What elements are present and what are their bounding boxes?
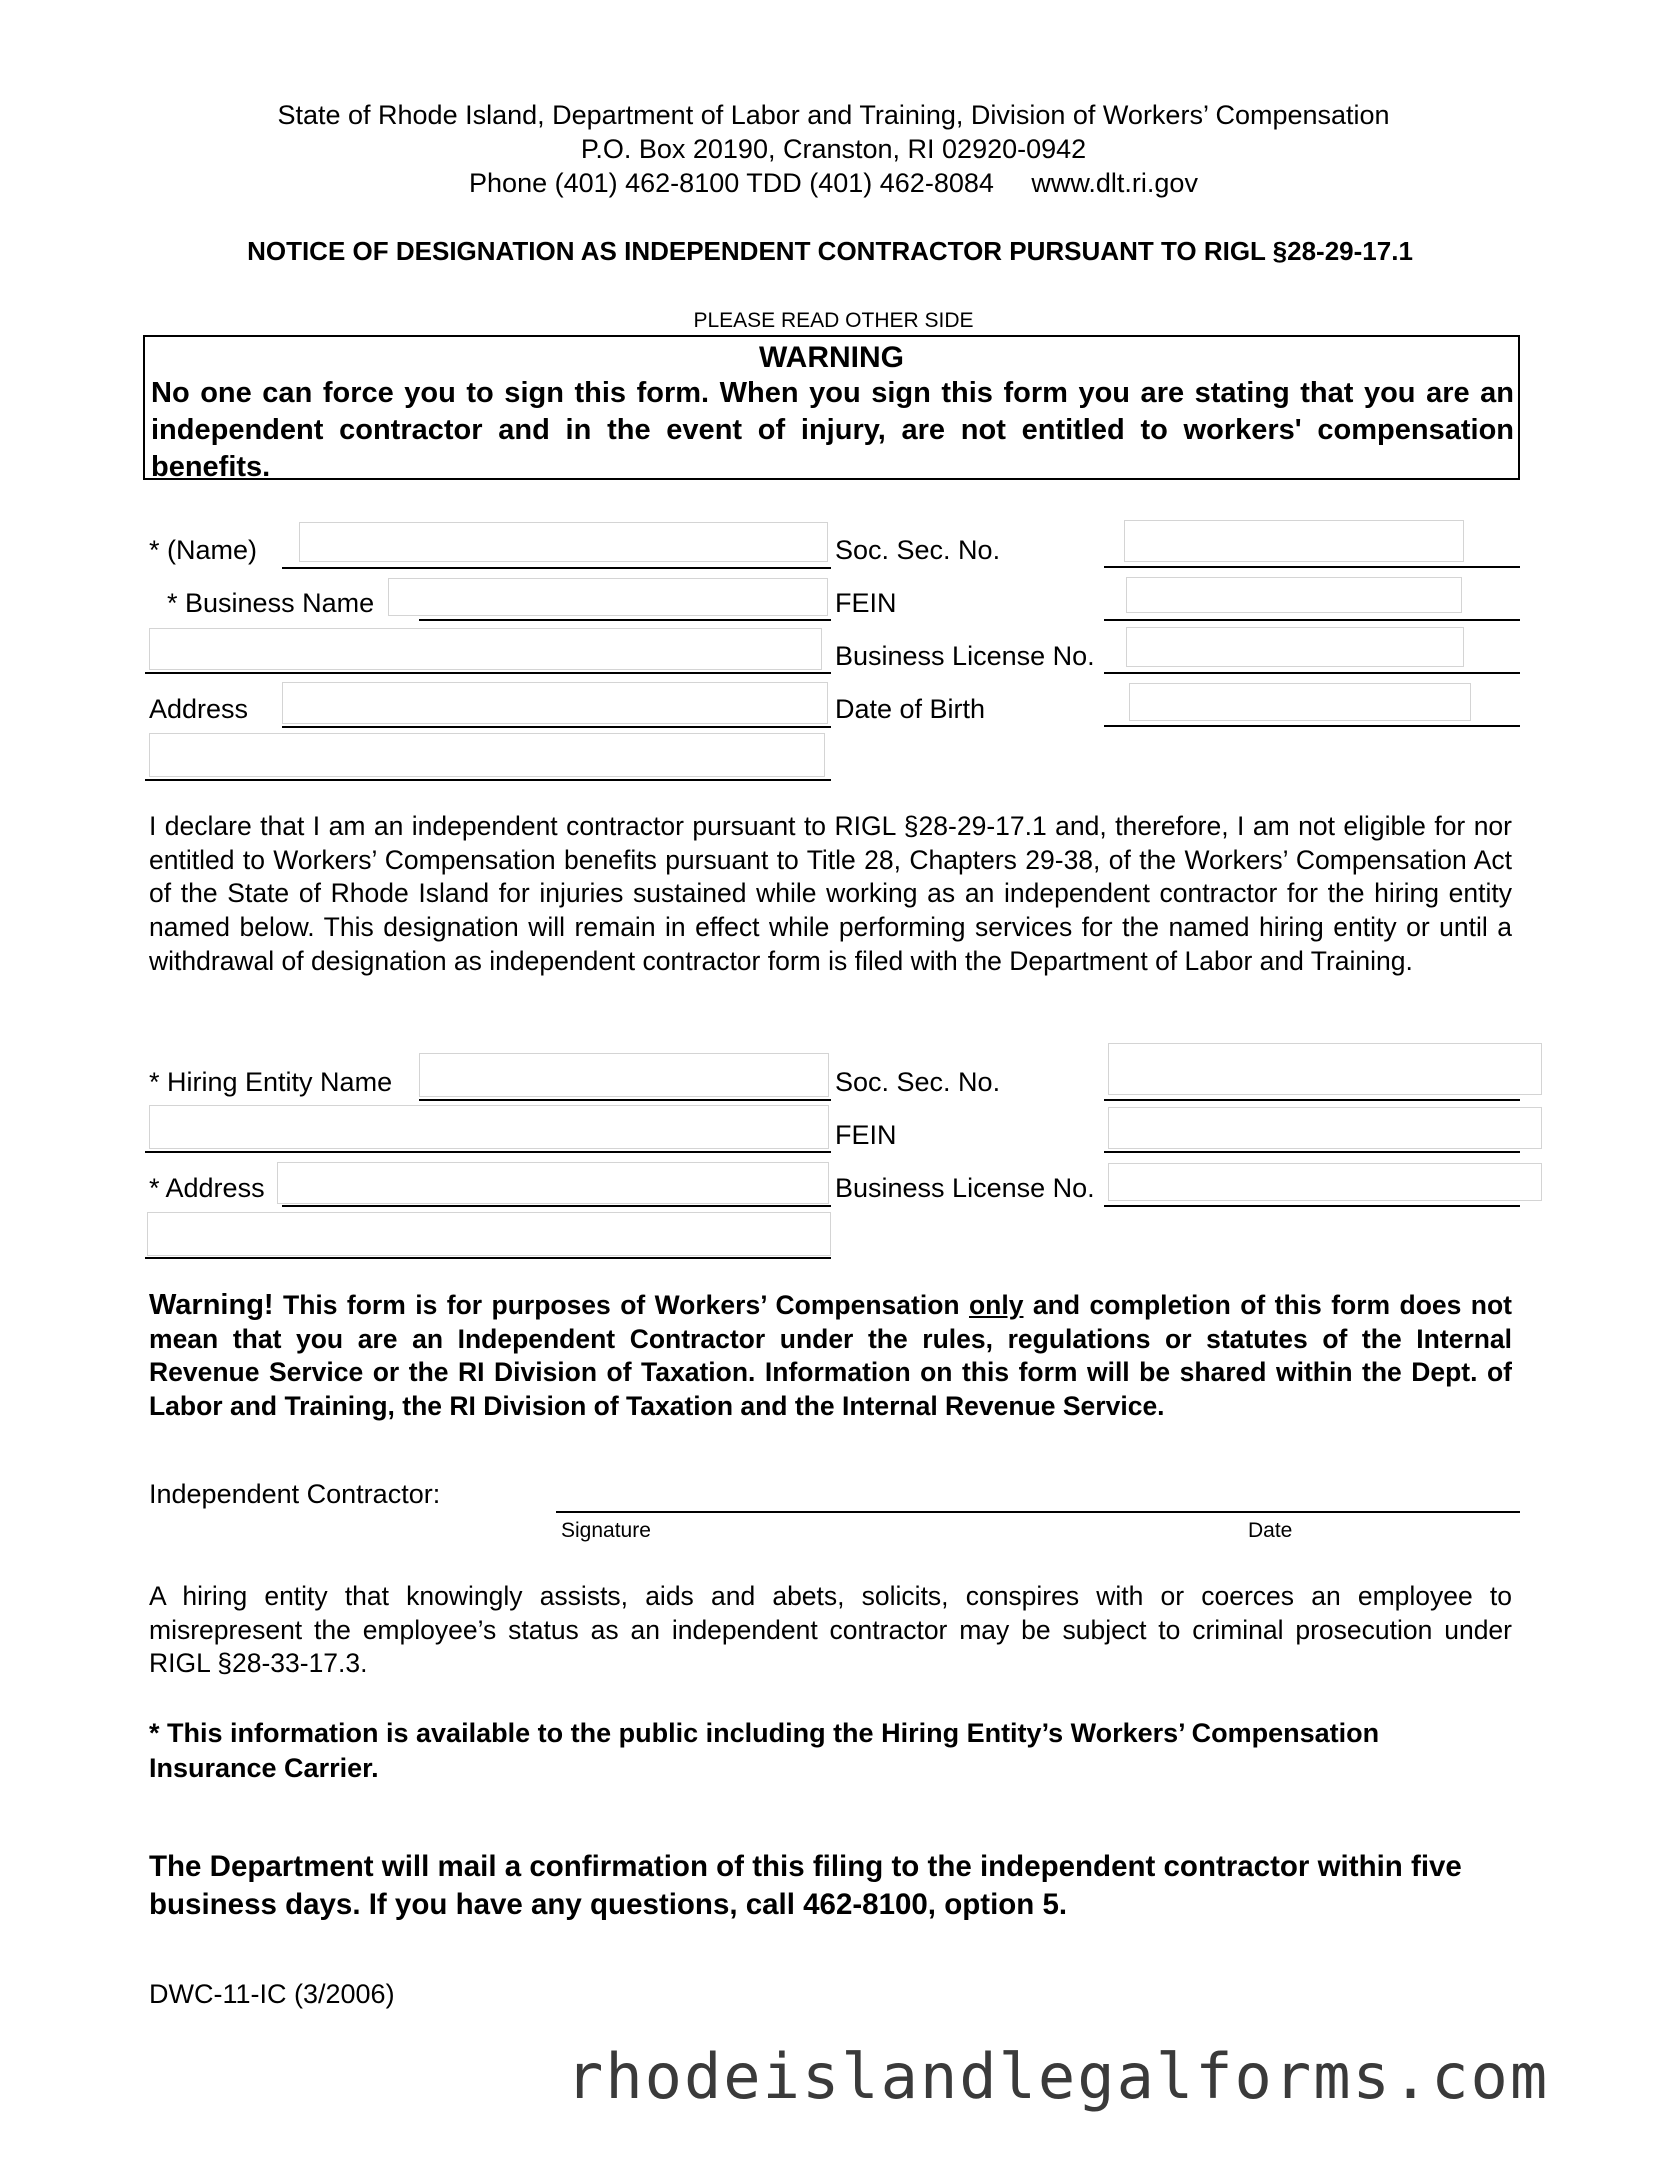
tax-warning-text-2: and completion of this form does not mean that you are an Independent Contractor under the rules, regulations or statutes of the Internal Revenue Service or the RI Division of Taxation. Information on this form will be shared within the Dept. of Labor and Training, the RI Division of Taxation and the Internal Revenue Service.: [149, 1290, 1512, 1421]
dob-underline: [1104, 725, 1520, 727]
business-license-label: Business License No.: [835, 641, 1095, 671]
hiring-address-label: * Address: [149, 1173, 265, 1203]
address-label: Address: [149, 694, 249, 724]
fein-underline: [1104, 619, 1520, 621]
declaration-text: I declare that I am an independent contractor pursuant to RIGL §28-29-17.1 and, therefore, I am not eligible for nor entitled to Workers’ Compensation benefits pursuant to Title 28, Chapters 29-38, of the Workers’ Compensation Act of the State of Rhode Island for injuries sustained while working as an independent contractor for the hiring entity named below. This designation will remain in effect while performing services for the named hiring entity or until a withdrawal of designation as independent contractor form is filed with the Department of Labor and Training.: [149, 811, 1512, 976]
name-input[interactable]: [299, 522, 828, 562]
tax-warning-underlined: only: [969, 1290, 1024, 1320]
warning-box: [143, 335, 1520, 483]
business-name-input[interactable]: [388, 578, 828, 616]
address-input[interactable]: [282, 682, 828, 724]
hiring-ssn-underline: [1104, 1099, 1520, 1101]
hiring-address-input[interactable]: [277, 1162, 829, 1204]
hiring-name-input[interactable]: [419, 1053, 829, 1097]
hiring-name-2-underline: [145, 1151, 831, 1153]
hiring-license-input[interactable]: [1108, 1163, 1542, 1201]
fein-input[interactable]: [1126, 577, 1462, 613]
hiring-name-label: * Hiring Entity Name: [149, 1067, 393, 1097]
hiring-address-2-underline: [145, 1257, 831, 1259]
hiring-name-input-2[interactable]: [149, 1105, 829, 1149]
address-2-underline: [145, 779, 831, 781]
hiring-license-underline: [1104, 1205, 1520, 1207]
dob-input[interactable]: [1129, 683, 1471, 721]
warning-text: No one can force you to sign this form. When you sign this form you are stating that you are an independent contractor and in the event of injury, are not entitled to workers' compensation benefits.: [151, 377, 1514, 483]
ssn-underline: [1104, 566, 1520, 568]
read-other-side: PLEASE READ OTHER SIDE: [693, 309, 974, 332]
tax-warning: [149, 1289, 1512, 1423]
business-name-label: * Business Name: [167, 588, 375, 618]
business-license-input[interactable]: [1126, 627, 1464, 667]
hiring-ssn-label: Soc. Sec. No.: [835, 1067, 1001, 1097]
ssn-input[interactable]: [1124, 520, 1464, 562]
prosecution-notice: A hiring entity that knowingly assists, aids and abets, solicits, conspires with or coerces an employee to misrepresent the employee’s status as an independent contractor may be subject to criminal prosecution under RIGL §28-33-17.3.: [149, 1581, 1512, 1679]
hiring-fein-underline: [1104, 1151, 1520, 1153]
business-license-underline: [1104, 672, 1520, 674]
business-name-underline: [419, 619, 831, 621]
hiring-name-underline: [419, 1099, 831, 1101]
public-info-notice: * This information is available to the public including the Hiring Entity’s Workers’ Compensation Insurance Carrier.: [149, 1718, 1380, 1783]
fein-label: FEIN: [835, 588, 897, 618]
ssn-label: Soc. Sec. No.: [835, 535, 1001, 565]
form-title: NOTICE OF DESIGNATION AS INDEPENDENT CONTRACTOR PURSUANT TO RIGL §28-29-17.1: [247, 236, 1413, 266]
warning-heading: WARNING: [759, 341, 904, 374]
business-name-input-2[interactable]: [149, 628, 822, 670]
hiring-fein-label: FEIN: [835, 1120, 897, 1150]
hiring-address-underline: [282, 1205, 831, 1207]
signature-caption: Signature: [561, 1519, 651, 1542]
site-watermark: rhodeislandlegalforms.com: [566, 2040, 1550, 2113]
name-label: * (Name): [149, 535, 258, 565]
confirmation-notice: The Department will mail a confirmation of this filing to the independent contractor within five business days. If you have any questions, call 462-8100, option 5.: [149, 1850, 1462, 1921]
signature-label: Independent Contractor:: [149, 1479, 441, 1509]
business-name-2-underline: [145, 672, 831, 674]
phone-line: Phone (401) 462-8100 TDD (401) 462-8084 www.dlt.ri.gov: [469, 168, 1198, 198]
dob-label: Date of Birth: [835, 694, 986, 724]
hiring-address-input-2[interactable]: [147, 1212, 831, 1256]
hiring-license-label: Business License No.: [835, 1173, 1095, 1203]
hiring-fein-input[interactable]: [1108, 1107, 1542, 1149]
signature-line[interactable]: [556, 1511, 1520, 1513]
agency-line: State of Rhode Island, Department of Labor and Training, Division of Workers’ Compensation: [277, 100, 1390, 130]
form-number: DWC-11-IC (3/2006): [149, 1979, 395, 2009]
hiring-ssn-input[interactable]: [1108, 1043, 1542, 1095]
address-input-2[interactable]: [149, 733, 825, 777]
address-underline: [282, 726, 831, 728]
date-caption: Date: [1248, 1519, 1293, 1542]
address-line: P.O. Box 20190, Cranston, RI 02920-0942: [580, 134, 1087, 164]
name-underline: [282, 567, 831, 569]
tax-warning-lead: Warning!: [149, 1289, 274, 1321]
tax-warning-text-1: This form is for purposes of Workers’ Compensation: [273, 1290, 969, 1320]
